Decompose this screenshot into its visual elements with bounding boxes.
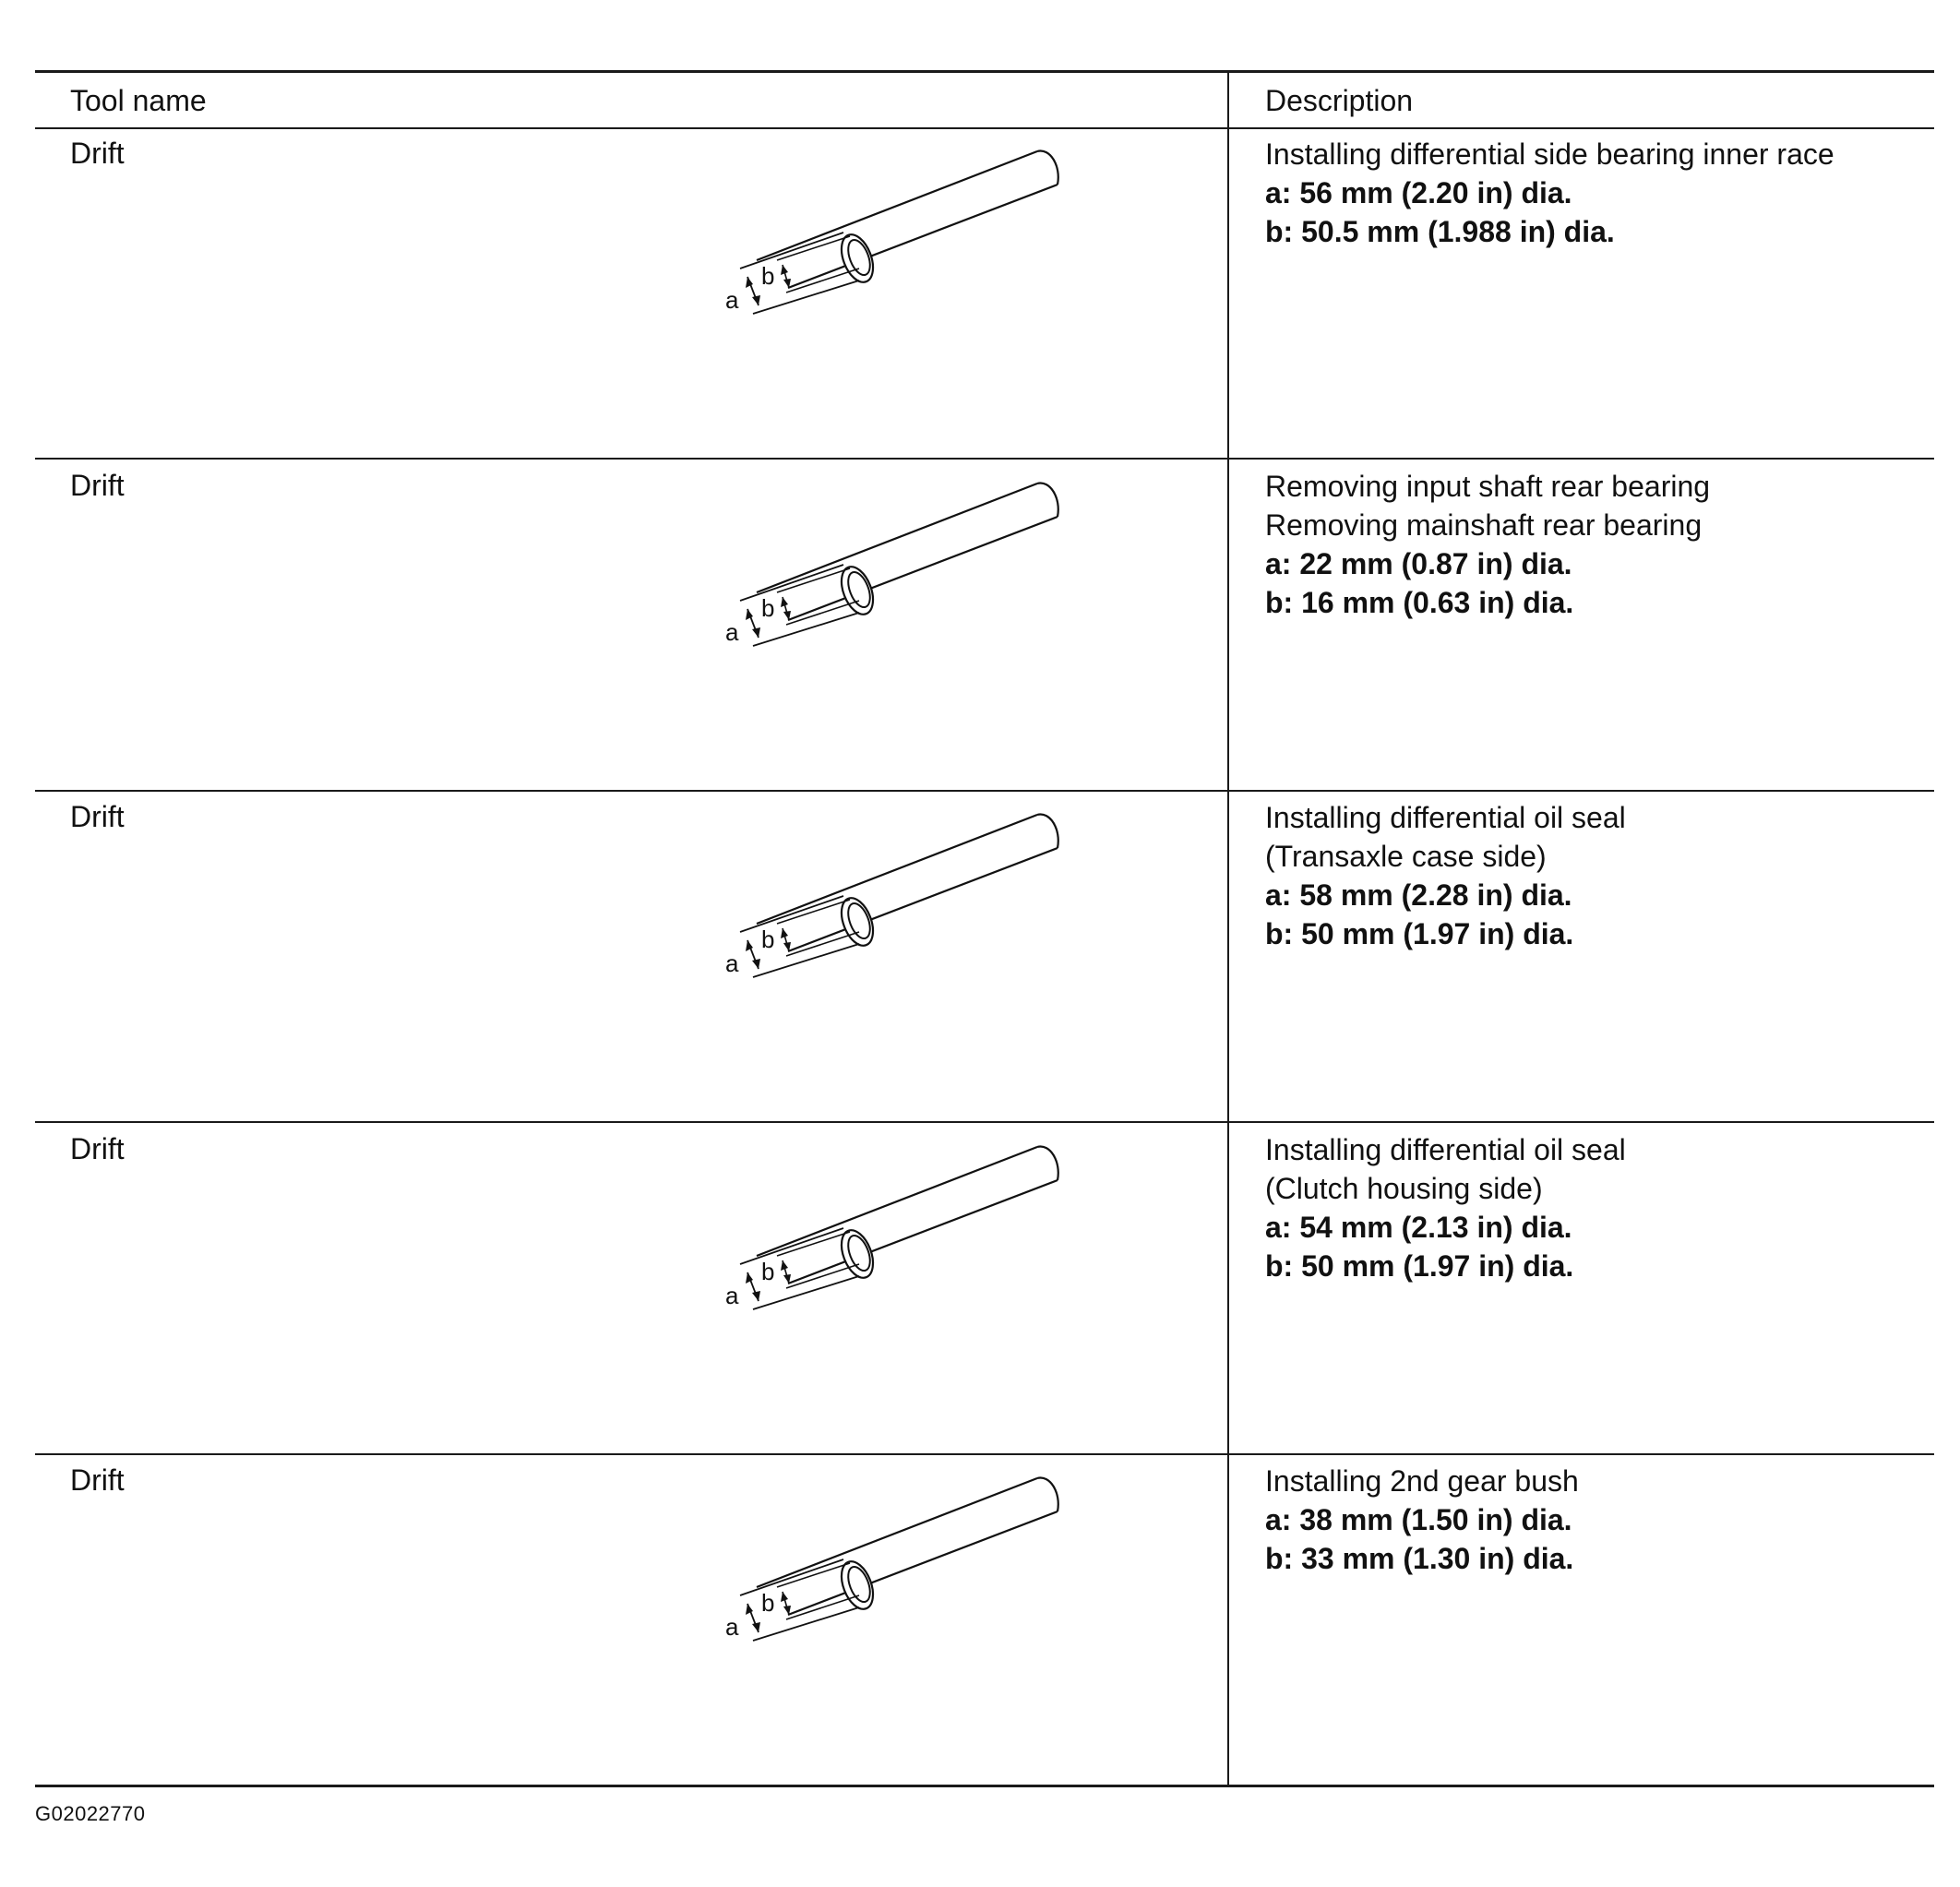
description-line: (Transaxle case side)	[1265, 840, 1547, 873]
dim-b-label: b	[761, 262, 775, 290]
table-bottom-rule	[35, 1785, 1934, 1787]
tube-top-edge	[757, 1478, 1037, 1587]
tube-bottom-edge	[788, 848, 1058, 951]
table-row	[35, 1123, 1934, 1455]
description-line: Installing differential oil seal	[1265, 801, 1626, 834]
ext-line-a-top	[740, 1228, 843, 1264]
tube-bottom-edge	[788, 1180, 1058, 1284]
tube-bottom-edge	[788, 517, 1058, 620]
tube-far-end	[1037, 483, 1058, 517]
dimension-b-spec: b: 33 mm (1.30 in) dia.	[1265, 1542, 1574, 1575]
tube-top-edge	[757, 1147, 1037, 1256]
tool-name: Drift	[70, 1463, 125, 1497]
dim-a-arrow-bottom	[752, 1622, 760, 1632]
header-tool-name: Tool name	[70, 84, 207, 117]
dim-b-arrow-top	[781, 1260, 788, 1271]
tube-far-end	[1037, 814, 1058, 848]
ext-line-b-bottom	[786, 601, 859, 625]
dim-b-arrow-top	[781, 1592, 788, 1602]
dim-a-arrow-bottom	[752, 1291, 760, 1301]
description-cell	[1265, 135, 1911, 251]
table-row	[35, 791, 1934, 1123]
dim-a-arrow-bottom	[752, 627, 760, 638]
description-line: Removing input shaft rear bearing	[1265, 469, 1711, 503]
table-row	[35, 460, 1934, 792]
ext-line-b-bottom	[786, 269, 859, 293]
dim-b-arrow-top	[781, 928, 788, 938]
dimension-a-spec: a: 38 mm (1.50 in) dia.	[1265, 1503, 1572, 1536]
dimension-a-spec: a: 58 mm (2.28 in) dia.	[1265, 878, 1572, 912]
table-row	[35, 127, 1934, 460]
dim-b-label: b	[761, 1257, 775, 1285]
drift-tool-illustration-icon	[672, 1469, 1087, 1663]
dimension-a-spec: a: 56 mm (2.20 in) dia.	[1265, 176, 1572, 209]
table-header-row	[35, 73, 1934, 129]
dimension-b-spec: b: 50.5 mm (1.988 in) dia.	[1265, 215, 1615, 248]
ext-line-a-top	[740, 233, 843, 269]
description-line: Installing differential oil seal	[1265, 1132, 1626, 1166]
dim-a-arrow-bottom	[752, 959, 760, 969]
dim-b-arrow-top	[781, 265, 788, 275]
dimension-b-spec: b: 50 mm (1.97 in) dia.	[1265, 1248, 1574, 1283]
dim-a-label: a	[725, 286, 739, 314]
ext-line-b-bottom	[786, 1264, 859, 1288]
dimension-b-spec: b: 50 mm (1.97 in) dia.	[1265, 917, 1574, 950]
drift-tool-illustration-icon	[672, 1138, 1087, 1332]
dimension-b-spec: b: 16 mm (0.63 in) dia.	[1265, 585, 1574, 619]
tube-top-edge	[757, 815, 1037, 924]
description-cell	[1265, 798, 1911, 953]
ext-line-b-bottom	[786, 1595, 859, 1619]
dim-a-label: a	[725, 1613, 739, 1641]
description-line: (Clutch housing side)	[1265, 1171, 1543, 1205]
ext-line-a-top	[740, 1559, 843, 1595]
dimension-a-spec: a: 22 mm (0.87 in) dia.	[1265, 546, 1572, 580]
dim-a-label: a	[725, 617, 739, 646]
tube-far-end	[1037, 1146, 1058, 1180]
dim-b-label: b	[761, 1589, 775, 1617]
drift-tool-illustration-icon	[672, 142, 1087, 336]
drift-tool-illustration-icon	[672, 806, 1087, 999]
description-line: Installing differential side bearing inner race	[1265, 137, 1835, 171]
drift-tool-illustration-icon	[672, 474, 1087, 668]
description-line: Removing mainshaft rear bearing	[1265, 508, 1703, 542]
ext-line-a-top	[740, 896, 843, 932]
dimension-a-spec: a: 54 mm (2.13 in) dia.	[1265, 1210, 1572, 1244]
dim-b-label: b	[761, 926, 775, 953]
header-description: Description	[1265, 84, 1414, 117]
tube-top-edge	[757, 151, 1037, 260]
ext-line-b-bottom	[786, 932, 859, 956]
tool-name: Drift	[70, 137, 125, 170]
dim-a-label: a	[725, 1281, 739, 1309]
tube-bottom-edge	[788, 185, 1058, 288]
tool-name: Drift	[70, 1131, 125, 1165]
dim-b-label: b	[761, 593, 775, 622]
description-cell	[1265, 467, 1911, 622]
table-row	[35, 1454, 1934, 1785]
description-line: Installing 2nd gear bush	[1265, 1464, 1579, 1498]
tube-bottom-edge	[788, 1511, 1058, 1615]
tool-name: Drift	[70, 468, 125, 502]
figure-id: G02022770	[35, 1802, 146, 1825]
dim-a-label: a	[725, 949, 739, 977]
ext-line-a-top	[740, 565, 843, 601]
tube-far-end	[1037, 150, 1058, 185]
description-cell	[1265, 1130, 1911, 1285]
dim-a-arrow-bottom	[752, 295, 760, 305]
tube-top-edge	[757, 484, 1037, 592]
tool-name: Drift	[70, 800, 125, 833]
tube-far-end	[1037, 1477, 1058, 1511]
description-cell	[1265, 1462, 1911, 1578]
dim-b-arrow-top	[781, 597, 788, 607]
